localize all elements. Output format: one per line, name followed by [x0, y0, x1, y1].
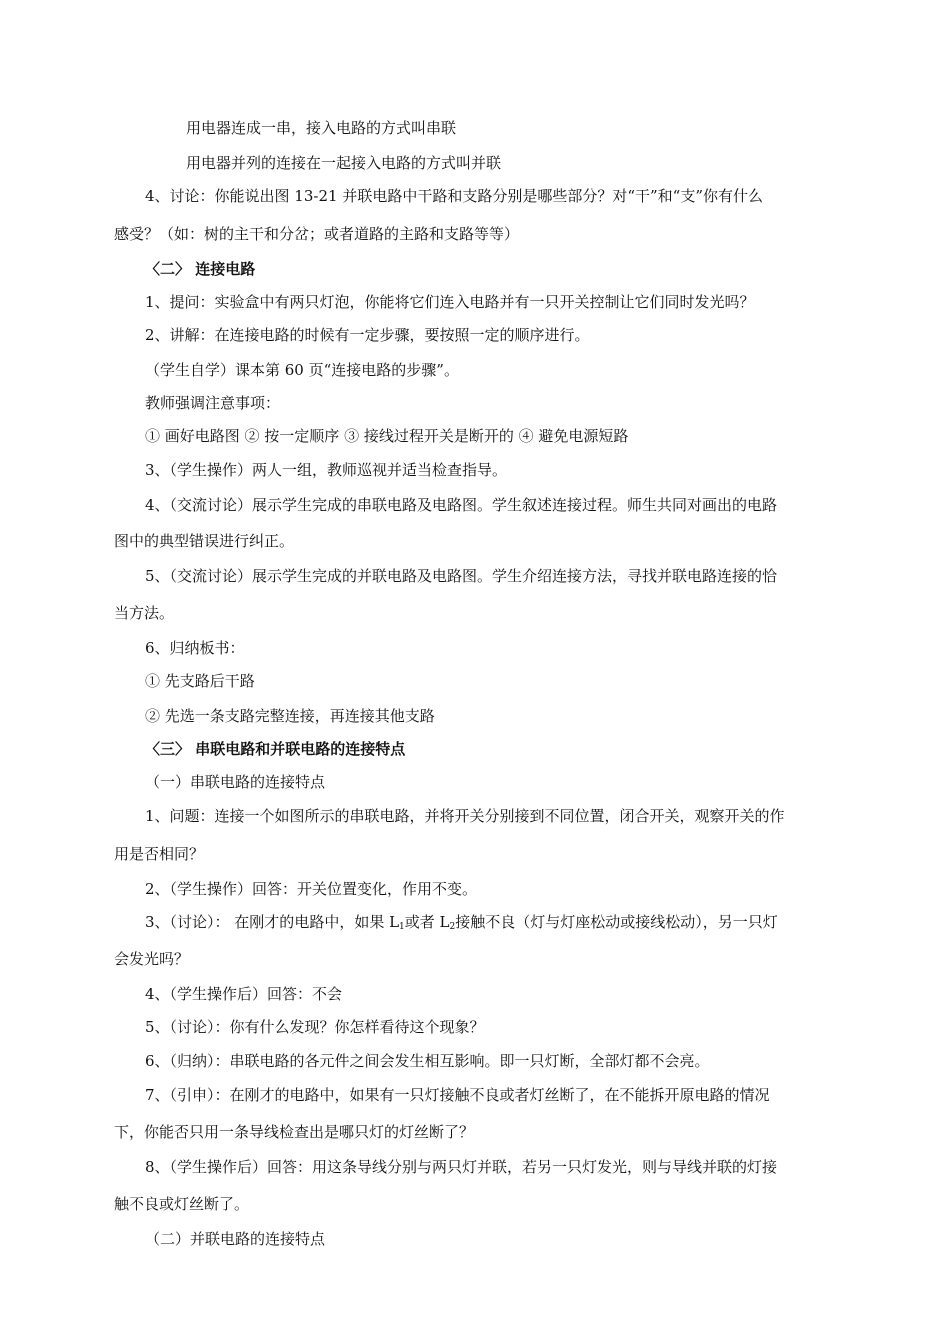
text-segment: 或者 L	[404, 913, 450, 931]
paragraph-line: 6、归纳板书：	[145, 639, 245, 657]
paragraph-line: ① 画好电路图 ② 按一定顺序 ③ 接线过程开关是断开的 ④ 避免电源短路	[145, 427, 629, 445]
subsection-heading: （二）并联电路的连接特点	[145, 1230, 326, 1248]
paragraph-line: 1、问题：连接一个如图所示的串联电路，并将开关分别接到不同位置，闭合开关，观察开关的作	[145, 807, 785, 825]
paragraph-line: 触不良或灯丝断了。	[114, 1195, 250, 1213]
paragraph-line: 4、讨论：你能说出图 13-21 并联电路中干路和支路分别是哪些部分？对“干”和“支”你有什么	[145, 187, 763, 205]
paragraph-line: 图中的典型错误进行纠正。	[114, 532, 295, 550]
paragraph-line: 教师强调注意事项：	[145, 394, 281, 412]
paragraph-line: 6、（归纳）：串联电路的各元件之间会发生相互影响。即一只灯断，全部灯都不会亮。	[145, 1052, 710, 1070]
paragraph-line: 5、（交流讨论）展示学生完成的并联电路及电路图。学生介绍连接方法，寻找并联电路连接的恰	[145, 567, 778, 585]
paragraph-line: 2、（学生操作）回答：开关位置变化，作用不变。	[145, 880, 478, 898]
paragraph-line: 2、讲解：在连接电路的时候有一定步骤，要按照一定的顺序进行。	[145, 326, 590, 344]
paragraph-line: 3、（学生操作）两人一组，教师巡视并适当检查指导。	[145, 461, 508, 479]
paragraph-line: （学生自学）课本第 60 页“连接电路的步骤”。	[145, 361, 459, 379]
paragraph-line: 5、（讨论）：你有什么发现？你怎样看待这个现象？	[145, 1018, 485, 1036]
paragraph-line: 1、提问：实验盒中有两只灯泡，你能将它们连入电路并有一只开关控制让它们同时发光吗？	[145, 293, 755, 311]
subsection-heading: （一）串联电路的连接特点	[145, 773, 326, 791]
paragraph-line: 用电器连成一串，接入电路的方式叫串联	[186, 119, 457, 137]
paragraph-line: 用是否相同？	[114, 845, 205, 863]
text-segment: 接触不良（灯与灯座松动或接线松动），另一只灯	[455, 913, 778, 931]
section-heading: 〈二〉 连接电路	[145, 260, 256, 278]
paragraph-line: 用电器并列的连接在一起接入电路的方式叫并联	[186, 154, 502, 172]
paragraph-line	[145, 912, 778, 932]
paragraph-line: 感受？（如：树的主干和分岔；或者道路的主路和支路等等）	[114, 225, 520, 243]
paragraph-line: 下，你能否只用一条导线检查出是哪只灯的灯丝断了？	[114, 1123, 475, 1141]
section-heading: 〈三〉 串联电路和并联电路的连接特点	[145, 740, 406, 758]
paragraph-line: 4、（交流讨论）展示学生完成的串联电路及电路图。学生叙述连接过程。师生共同对画出的电路	[145, 496, 778, 514]
paragraph-line: 7、（引申）：在刚才的电路中，如果有一只灯接触不良或者灯丝断了，在不能拆开原电路的情况	[145, 1086, 770, 1104]
text-segment: 3、（讨论）： 在刚才的电路中，如果 L	[145, 913, 400, 931]
subscript: 2	[449, 922, 456, 932]
paragraph-line: 当方法。	[114, 604, 175, 622]
paragraph-line: ① 先支路后干路	[145, 672, 255, 690]
subscript: 1	[399, 922, 405, 932]
paragraph-line: 会发光吗？	[114, 950, 190, 968]
paragraph-line: 8、（学生操作后）回答：用这条导线分别与两只灯并联，若另一只灯发光，则与导线并联的灯接	[145, 1158, 778, 1176]
paragraph-line: ② 先选一条支路完整连接，再连接其他支路	[145, 707, 435, 725]
paragraph-line: 4、（学生操作后）回答：不会	[145, 985, 343, 1003]
